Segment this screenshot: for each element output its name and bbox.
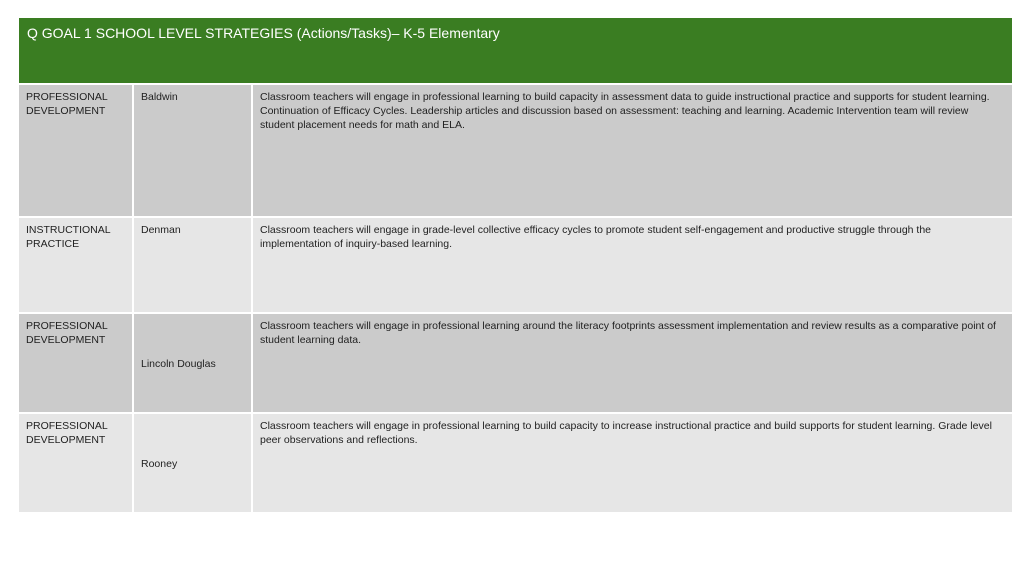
table-header-row (18, 17, 1013, 84)
strategy-cell: Classroom teachers will engage in professional learning to build capacity to increase instructional practice and build supports for student learning. Grade level peer observations and reflections. (252, 413, 1013, 513)
school-cell-wrapper (133, 313, 252, 413)
school-cell-wrapper (133, 413, 252, 513)
table-row (18, 313, 1013, 413)
school-cell: Rooney (141, 458, 178, 470)
table-row (18, 84, 1013, 217)
category-cell: PROFESSIONAL DEVELOPMENT (18, 413, 133, 513)
category-cell: PROFESSIONAL DEVELOPMENT (18, 84, 133, 217)
school-cell: Denman (133, 217, 252, 313)
table-title: Q GOAL 1 SCHOOL LEVEL STRATEGIES (Actions/Tasks)– K-5 Elementary (18, 17, 1013, 84)
table-row (18, 413, 1013, 513)
strategy-cell: Classroom teachers will engage in professional learning to build capacity in assessment data to guide instructional practice and supports for student learning. Continuation of Efficacy Cycles. Leadership articles and discussion based on assessment: teaching and learning. Academic Intervention team will review student placement needs for math and ELA. (252, 84, 1013, 217)
strategy-cell: Classroom teachers will engage in grade-level collective efficacy cycles to promote student self-engagement and productive struggle through the implementation of inquiry-based learning. (252, 217, 1013, 313)
school-cell: Baldwin (133, 84, 252, 217)
school-cell: Lincoln Douglas (141, 358, 216, 370)
table-row (18, 217, 1013, 313)
strategy-cell: Classroom teachers will engage in professional learning around the literacy footprints assessment implementation and review results as a comparative point of student learning data. (252, 313, 1013, 413)
category-cell: PROFESSIONAL DEVELOPMENT (18, 313, 133, 413)
strategies-table (17, 16, 1014, 514)
category-cell: INSTRUCTIONAL PRACTICE (18, 217, 133, 313)
